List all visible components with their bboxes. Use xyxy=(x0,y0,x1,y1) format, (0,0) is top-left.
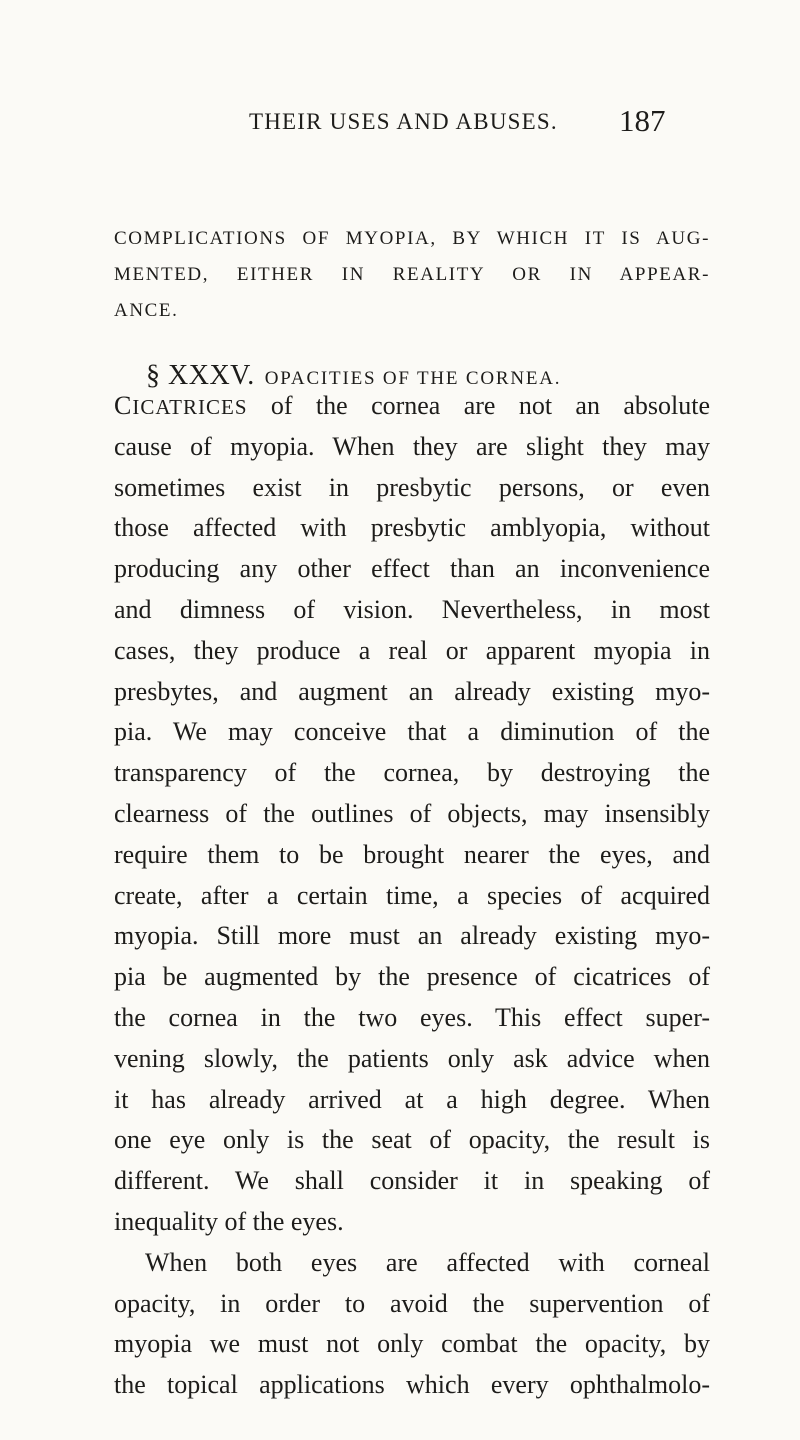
text-line: presbytes, and augment an already existing myo- xyxy=(114,676,710,706)
text-line: one eye only is the seat of opacity, the result is xyxy=(114,1125,710,1155)
text-line: producing any other effect than an inconvenience xyxy=(114,554,710,584)
paragraph-2-first-line: When both eyes are affected with corneal xyxy=(145,1247,710,1277)
subheading-line: COMPLICATIONS OF MYOPIA, BY WHICH IT IS AUG- xyxy=(114,228,710,249)
text-line: opacity, in order to avoid the supervention of xyxy=(114,1288,710,1318)
text-line: pia. We may conceive that a diminution of the xyxy=(114,717,710,747)
section-title: OPACITIES OF THE CORNEA. xyxy=(264,368,562,389)
initial-letter: C xyxy=(114,391,133,420)
text-line: sometimes exist in presbytic persons, or even xyxy=(114,472,710,502)
page-number: 187 xyxy=(619,103,666,138)
text-line: vening slowly, the patients only ask advice when xyxy=(114,1043,710,1073)
text-line: myopia we must not only combat the opacity, by xyxy=(114,1329,710,1359)
subheading-line: MENTED, EITHER IN REALITY OR IN APPEAR- xyxy=(114,264,710,285)
text-line: create, after a certain time, a species of acquired xyxy=(114,880,710,910)
small-caps-word: ICATRICES xyxy=(132,395,248,419)
first-line-text: of the cornea are not an absolute xyxy=(247,391,710,420)
subheading-line: ANCE. xyxy=(114,300,179,321)
chapter-subheading xyxy=(114,221,710,329)
text-line: and dimness of vision. Nevertheless, in most xyxy=(114,594,710,624)
text-line: clearness of the outlines of objects, may insensibly xyxy=(114,798,710,828)
text-line: cases, they produce a real or apparent myopia in xyxy=(114,635,710,665)
text-line: pia be augmented by the presence of cicatrices of xyxy=(114,962,710,992)
text-line: inequality of the eyes. xyxy=(114,1206,344,1236)
text-line: different. We shall consider it in speaking of xyxy=(114,1166,710,1196)
text-line: cause of myopia. When they are slight they may xyxy=(114,431,710,461)
section-number: § XXXV. xyxy=(146,360,255,391)
text-line: myopia. Still more must an already existing myo- xyxy=(114,921,710,951)
text-line: transparency of the cornea, by destroying the xyxy=(114,758,710,788)
running-title: THEIR USES AND ABUSES. xyxy=(249,109,558,134)
paragraph-first-line xyxy=(114,386,710,427)
text-line: it has already arrived at a high degree. When xyxy=(114,1084,710,1114)
text-line: require them to be brought nearer the eyes, and xyxy=(114,839,710,869)
body-text xyxy=(114,386,710,1406)
text-line: the cornea in the two eyes. This effect super- xyxy=(114,1002,710,1032)
text-line: those affected with presbytic amblyopia, without xyxy=(114,513,710,543)
text-line: the topical applications which every ophthalmolo- xyxy=(114,1370,710,1400)
running-head xyxy=(0,103,800,143)
